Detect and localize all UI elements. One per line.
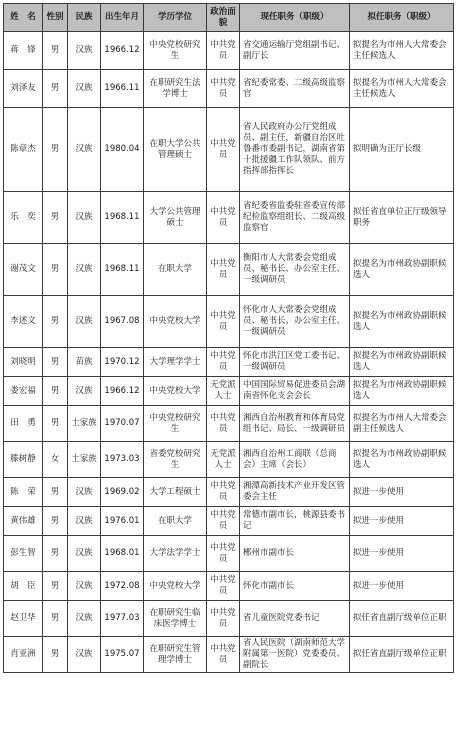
cell-proposed-post: 拟提名为市州人大常委会副主任候选人	[350, 406, 454, 442]
cell-proposed-post: 拟提名为市州政协副职候选人	[350, 377, 454, 406]
cell-name: 田 勇	[4, 406, 43, 442]
cell-gender: 男	[43, 478, 68, 507]
table-row	[4, 442, 454, 478]
cell-current-post: 省纪委常委、二级高级监察官	[240, 70, 350, 108]
cell-education: 中央党校研究生	[144, 32, 207, 70]
cell-ethnicity: 汉族	[68, 572, 101, 601]
cell-ethnicity: 苗族	[68, 348, 101, 377]
cell-current-post: 省人民政府办公厅党组成员、副主任，新疆自治区吐鲁番市委副书记，湖南省第十批援疆工作队领队、前方指挥部指挥长	[240, 108, 350, 192]
cell-birth: 1967.08	[101, 296, 144, 348]
cell-ethnicity: 汉族	[68, 637, 101, 673]
cell-education: 大学工程硕士	[144, 478, 207, 507]
cell-party: 中共党员	[207, 478, 240, 507]
cell-ethnicity: 汉族	[68, 601, 101, 637]
header-proposed-post: 拟任职务（职级）	[350, 4, 454, 32]
cell-ethnicity: 汉族	[68, 536, 101, 572]
cell-party: 中共党员	[207, 572, 240, 601]
cell-current-post: 湘西自治州工商联（总商会）主席（会长）	[240, 442, 350, 478]
header-birth: 出生年月	[101, 4, 144, 32]
cell-gender: 男	[43, 70, 68, 108]
cell-ethnicity: 土家族	[68, 442, 101, 478]
cell-education: 中央党校研究生	[144, 406, 207, 442]
cell-education: 在职研究生管理学博士	[144, 637, 207, 673]
cell-ethnicity: 汉族	[68, 108, 101, 192]
cell-name: 赵卫华	[4, 601, 43, 637]
cell-education: 在职研究生法学博士	[144, 70, 207, 108]
cell-proposed-post: 拟进一步使用	[350, 536, 454, 572]
cell-party: 无党派人士	[207, 377, 240, 406]
header-ethnicity: 民族	[68, 4, 101, 32]
header-gender: 性别	[43, 4, 68, 32]
cell-current-post: 中国国际贸易促进委员会湖南省怀化支会会长	[240, 377, 350, 406]
table-row	[4, 244, 454, 296]
cell-birth: 1977.03	[101, 601, 144, 637]
cell-party: 中共党员	[207, 348, 240, 377]
header-education: 学历学位	[144, 4, 207, 32]
cell-gender: 男	[43, 572, 68, 601]
cell-ethnicity: 汉族	[68, 192, 101, 244]
table-row	[4, 507, 454, 536]
cell-party: 中共党员	[207, 637, 240, 673]
cell-name: 陈 荣	[4, 478, 43, 507]
cell-current-post: 省儿童医院党委书记	[240, 601, 350, 637]
cell-ethnicity: 汉族	[68, 377, 101, 406]
cell-gender: 男	[43, 377, 68, 406]
cell-ethnicity: 汉族	[68, 296, 101, 348]
cell-ethnicity: 汉族	[68, 70, 101, 108]
cell-ethnicity: 汉族	[68, 507, 101, 536]
table-row	[4, 32, 454, 70]
cell-name: 滕树静	[4, 442, 43, 478]
cell-education: 在职研究生临床医学博士	[144, 601, 207, 637]
table-body	[4, 32, 454, 673]
cell-education: 大学法学学士	[144, 536, 207, 572]
cell-birth: 1980.04	[101, 108, 144, 192]
table-row	[4, 637, 454, 673]
table-row	[4, 377, 454, 406]
cell-gender: 男	[43, 406, 68, 442]
cell-name: 娄宏福	[4, 377, 43, 406]
cell-name: 蒋 锋	[4, 32, 43, 70]
cell-gender: 男	[43, 601, 68, 637]
header-party: 政治面貌	[207, 4, 240, 32]
cell-current-post: 常德市副市长，桃源县委书记	[240, 507, 350, 536]
cell-name: 李述文	[4, 296, 43, 348]
header-row	[4, 4, 454, 32]
table-row	[4, 601, 454, 637]
cell-name: 乐 奕	[4, 192, 43, 244]
cell-party: 中共党员	[207, 406, 240, 442]
cell-current-post: 衡阳市人大常委会党组成员、秘书长、办公室主任、一级调研员	[240, 244, 350, 296]
cell-party: 中共党员	[207, 108, 240, 192]
cell-birth: 1968.01	[101, 536, 144, 572]
cell-proposed-post: 拟任省直副厅级单位正职	[350, 637, 454, 673]
cell-party: 中共党员	[207, 32, 240, 70]
cell-party: 中共党员	[207, 244, 240, 296]
cell-birth: 1966.11	[101, 70, 144, 108]
cell-education: 在职大学公共管理硕士	[144, 108, 207, 192]
cell-proposed-post: 拟提名为市州政协副职候选人	[350, 296, 454, 348]
table-row	[4, 406, 454, 442]
cell-birth: 1973.03	[101, 442, 144, 478]
cell-party: 无党派人士	[207, 442, 240, 478]
cell-birth: 1976.01	[101, 507, 144, 536]
cell-gender: 男	[43, 637, 68, 673]
cell-current-post: 湘潭高新技术产业开发区管委会主任	[240, 478, 350, 507]
cell-education: 大学公共管理硕士	[144, 192, 207, 244]
cell-name: 胡 臣	[4, 572, 43, 601]
cell-birth: 1968.11	[101, 244, 144, 296]
cell-current-post: 怀化市副市长	[240, 572, 350, 601]
cell-birth: 1966.12	[101, 377, 144, 406]
cell-education: 中央党校大学	[144, 572, 207, 601]
cell-party: 中共党员	[207, 536, 240, 572]
cell-ethnicity: 汉族	[68, 478, 101, 507]
cell-proposed-post: 拟进一步使用	[350, 478, 454, 507]
cell-current-post: 怀化市洪江区党工委书记、一级调研员	[240, 348, 350, 377]
cell-current-post: 省交通运输厅党组副书记、副厅长	[240, 32, 350, 70]
header-current-post: 现任职务（职级）	[240, 4, 350, 32]
cell-gender: 男	[43, 536, 68, 572]
cell-birth: 1972.08	[101, 572, 144, 601]
table-row	[4, 296, 454, 348]
cell-proposed-post: 拟任省直单位正厅级领导职务	[350, 192, 454, 244]
cell-proposed-post: 拟提名为市州人大常委会主任候选人	[350, 70, 454, 108]
table-row	[4, 478, 454, 507]
cell-education: 大学理学学士	[144, 348, 207, 377]
cell-proposed-post: 拟提名为市州政协副职候选人	[350, 442, 454, 478]
cell-proposed-post: 拟进一步使用	[350, 572, 454, 601]
cell-gender: 男	[43, 108, 68, 192]
cell-party: 中共党员	[207, 601, 240, 637]
cell-gender: 男	[43, 348, 68, 377]
cell-proposed-post: 拟提名为市州政协副职候选人	[350, 348, 454, 377]
cell-education: 中央党校大学	[144, 377, 207, 406]
cell-proposed-post: 拟提名为市州政协副职候选人	[350, 244, 454, 296]
appointment-table	[3, 3, 454, 673]
cell-education: 在职大学	[144, 244, 207, 296]
cell-name: 谢茂文	[4, 244, 43, 296]
table-row	[4, 70, 454, 108]
table-row	[4, 348, 454, 377]
cell-current-post: 省人民医院（湖南师范大学附属第一医院）党委委员、副院长	[240, 637, 350, 673]
table-row	[4, 192, 454, 244]
cell-proposed-post: 拟提名为市州人大常委会主任候选人	[350, 32, 454, 70]
cell-party: 中共党员	[207, 296, 240, 348]
cell-birth: 1969.02	[101, 478, 144, 507]
cell-current-post: 湘西自治州教育和体育局党组书记、局长、一级调研员	[240, 406, 350, 442]
cell-proposed-post: 拟任省直副厅级单位正职	[350, 601, 454, 637]
cell-gender: 男	[43, 507, 68, 536]
cell-birth: 1968.11	[101, 192, 144, 244]
cell-birth: 1966.12	[101, 32, 144, 70]
cell-gender: 男	[43, 32, 68, 70]
table-row	[4, 572, 454, 601]
cell-current-post: 省纪委省监委驻省委宣传部纪检监察组组长、二级高级监察官	[240, 192, 350, 244]
cell-birth: 1975.07	[101, 637, 144, 673]
cell-education: 在职大学	[144, 507, 207, 536]
cell-education: 省委党校研究生	[144, 442, 207, 478]
cell-proposed-post: 拟进一步使用	[350, 507, 454, 536]
cell-name: 刘泽友	[4, 70, 43, 108]
table-row	[4, 108, 454, 192]
cell-current-post: 郴州市副市长	[240, 536, 350, 572]
cell-education: 中央党校大学	[144, 296, 207, 348]
cell-name: 刘晓明	[4, 348, 43, 377]
cell-party: 中共党员	[207, 507, 240, 536]
header-name: 姓 名	[4, 4, 43, 32]
cell-gender: 女	[43, 442, 68, 478]
cell-party: 中共党员	[207, 192, 240, 244]
cell-name: 彭生智	[4, 536, 43, 572]
cell-gender: 男	[43, 192, 68, 244]
cell-proposed-post: 拟明确为正厅长级	[350, 108, 454, 192]
cell-name: 陈章杰	[4, 108, 43, 192]
cell-current-post: 怀化市人大常委会党组成员、秘书长、办公室主任、一级调研员	[240, 296, 350, 348]
cell-birth: 1970.12	[101, 348, 144, 377]
cell-ethnicity: 土家族	[68, 406, 101, 442]
cell-gender: 男	[43, 296, 68, 348]
cell-party: 中共党员	[207, 70, 240, 108]
cell-name: 黄伟雄	[4, 507, 43, 536]
cell-ethnicity: 汉族	[68, 32, 101, 70]
cell-birth: 1970.07	[101, 406, 144, 442]
cell-name: 肖亚洲	[4, 637, 43, 673]
table-row	[4, 536, 454, 572]
cell-gender: 男	[43, 244, 68, 296]
cell-ethnicity: 汉族	[68, 244, 101, 296]
